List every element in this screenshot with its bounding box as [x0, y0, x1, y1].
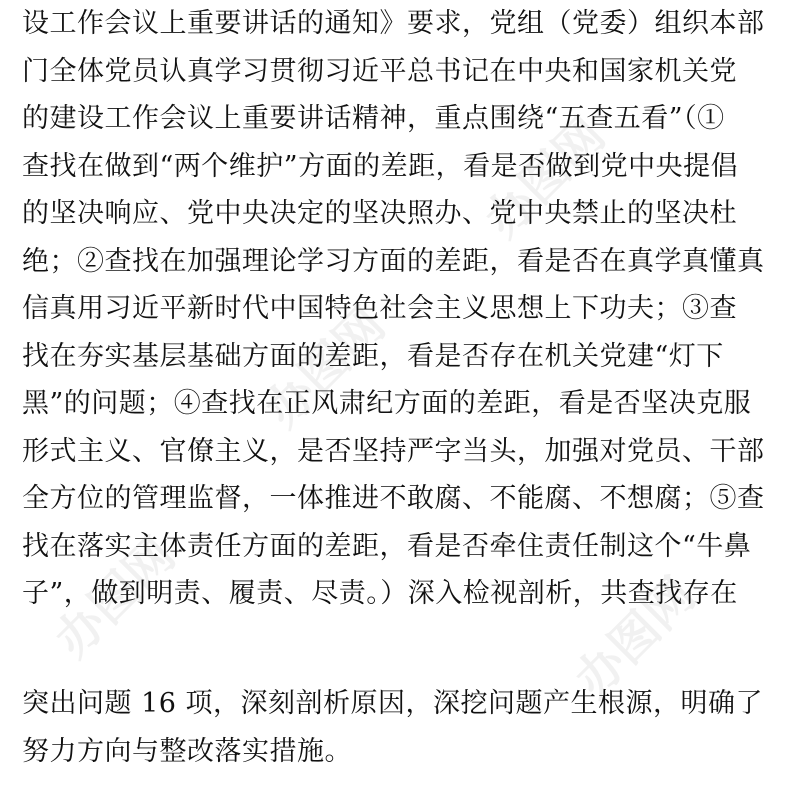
text-line: 子”，做到明责、履责、尽责。）深入检视剖析，共查找存在: [22, 578, 738, 609]
text-line: 努力方向与整改落实措施。: [22, 735, 352, 767]
body-paragraph-2: [22, 680, 782, 775]
text-line: 设工作会议上重要讲话的通知》要求，党组（党委）组织本部: [22, 8, 765, 39]
text-line: 绝；②查找在加强理论学习方面的差距，看是否在真学真懂真: [22, 245, 765, 277]
watermark: 办图网: [564, 566, 706, 709]
body-paragraph-1: [22, 0, 782, 618]
text-line: 黑”的问题；④查找在正风肃纪方面的差距，看是否坚决克服: [22, 388, 752, 419]
watermark: 办图网: [254, 296, 396, 439]
text-line: 形式主义、官僚主义，是否坚持严字当头，加强对党员、干部: [22, 435, 765, 467]
watermark: 办图网: [474, 106, 616, 249]
text-line: 全方位的管理监督，一体推进不敢腐、不能腐、不想腐；⑤查: [22, 483, 765, 514]
watermark: 办图网: [44, 526, 186, 669]
text-line: 找在落实主体责任方面的差距，看是否牵住责任制这个“牛鼻: [22, 530, 752, 562]
text-line: 信真用习近平新时代中国特色社会主义思想上下功夫；③查: [22, 293, 737, 324]
text-line: 的坚决响应、党中央决定的坚决照办、党中央禁止的坚决杜: [22, 198, 737, 229]
text-line: 找在夯实基层基础方面的差距，看是否存在机关党建“灯下: [22, 340, 724, 372]
text-line: 查找在做到“两个维护”方面的差距，看是否做到党中央提倡: [22, 150, 739, 182]
text-line: 的建设工作会议上重要讲话精神，重点围绕“五查五看”（①: [22, 103, 725, 134]
text-line: 门全体党员认真学习贯彻习近平总书记在中央和国家机关党: [22, 55, 737, 87]
text-line: 突出问题 16 项，深刻剖析原因，深挖问题产生根源，明确了: [22, 688, 764, 719]
